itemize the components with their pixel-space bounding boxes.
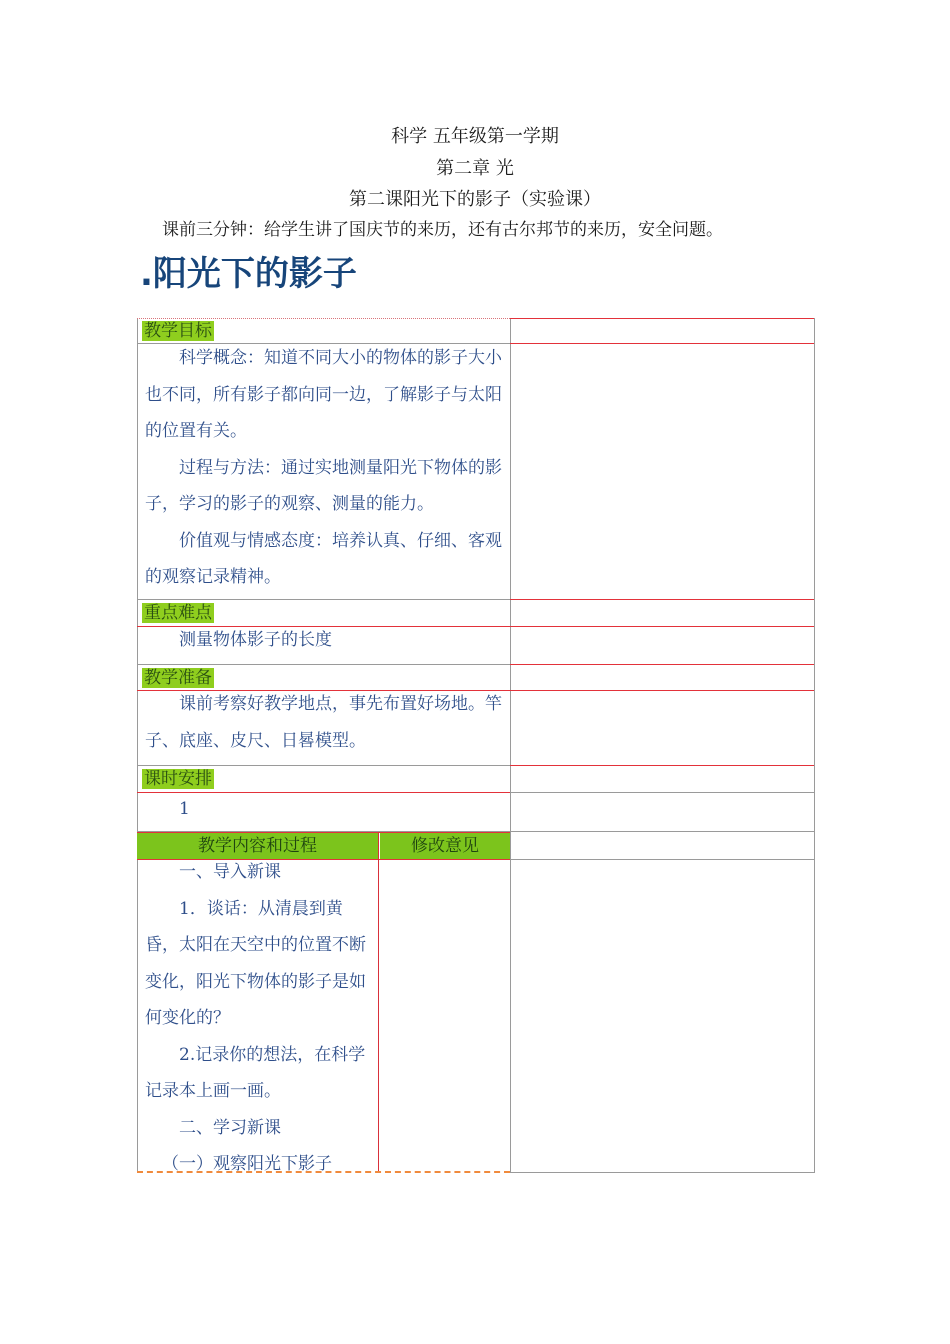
- row-border: [510, 859, 814, 860]
- row-border: [510, 599, 814, 600]
- table-bottom-dashed-border: [137, 1171, 510, 1173]
- page-title: .阳光下的影子: [140, 254, 357, 294]
- table-middle-divider: [510, 318, 511, 1173]
- schedule-content: [145, 791, 507, 828]
- process-col-divider: [378, 833, 379, 1173]
- process-line: （一）观察阳光下影子: [162, 1154, 332, 1174]
- table-bottom-border: [510, 1172, 814, 1173]
- row-border: [510, 792, 814, 793]
- goals-label: 教学目标: [144, 321, 212, 341]
- preparation-text: 课前考察好教学地点，事先布置好场地。竿子、底座、皮尺、日晷模型。: [145, 694, 502, 751]
- row-border: [137, 599, 510, 600]
- goal-method: 过程与方法：通过实地测量阳光下物体的影子，学习的影子的观察、测量的能力。: [145, 457, 502, 514]
- subject-header: 科学 五年级第一学期: [391, 126, 559, 147]
- chapter-header: 第二章 光: [436, 158, 514, 179]
- schedule-text: 1: [179, 799, 190, 819]
- row-border: [137, 318, 510, 319]
- process-line: 1．谈话：从清晨到黄昏，太阳在天空中的位置不断变化，阳光下物体的影子是如何变化的？: [145, 898, 366, 1028]
- row-border: [510, 343, 814, 344]
- table-right-border: [814, 318, 815, 1173]
- lesson-header: 第二课阳光下的影子（实验课）: [349, 189, 601, 210]
- schedule-label: 课时安排: [144, 769, 212, 789]
- process-line: 二、学习新课: [179, 1117, 281, 1138]
- process-content: [145, 854, 375, 1183]
- row-border: [137, 664, 510, 665]
- goal-concept: 科学概念：知道不同大小的物体的影子大小也不同，所有影子都向同一边，了解影子与太阳的位置有关。: [145, 348, 502, 441]
- row-border: [137, 832, 510, 833]
- row-border: [510, 664, 814, 665]
- revision-col-header: 修改意见: [380, 833, 510, 859]
- key-points-text: 测量物体影子的长度: [179, 630, 332, 650]
- table-left-border: [137, 318, 138, 1173]
- goal-values: 价值观与情感态度：培养认真、仔细、客观的观察记录精神。: [145, 530, 502, 587]
- goals-content: [145, 340, 507, 596]
- pre-class-note: 课前三分钟：给学生讲了国庆节的来历，还有古尔邦节的来历，安全问题。: [162, 220, 723, 240]
- preparation-content: [145, 686, 507, 759]
- row-border: [510, 318, 814, 319]
- process-line: 2.记录你的想法，在科学记录本上画一画。: [145, 1044, 366, 1101]
- key-points-content: [145, 622, 507, 659]
- row-border: [137, 765, 510, 766]
- preparation-label: 教学准备: [144, 668, 212, 688]
- process-line: 一、导入新课: [179, 862, 281, 882]
- process-col-header: 教学内容和过程: [137, 833, 378, 859]
- row-border: [510, 765, 814, 766]
- key-points-label: 重点难点: [144, 603, 212, 623]
